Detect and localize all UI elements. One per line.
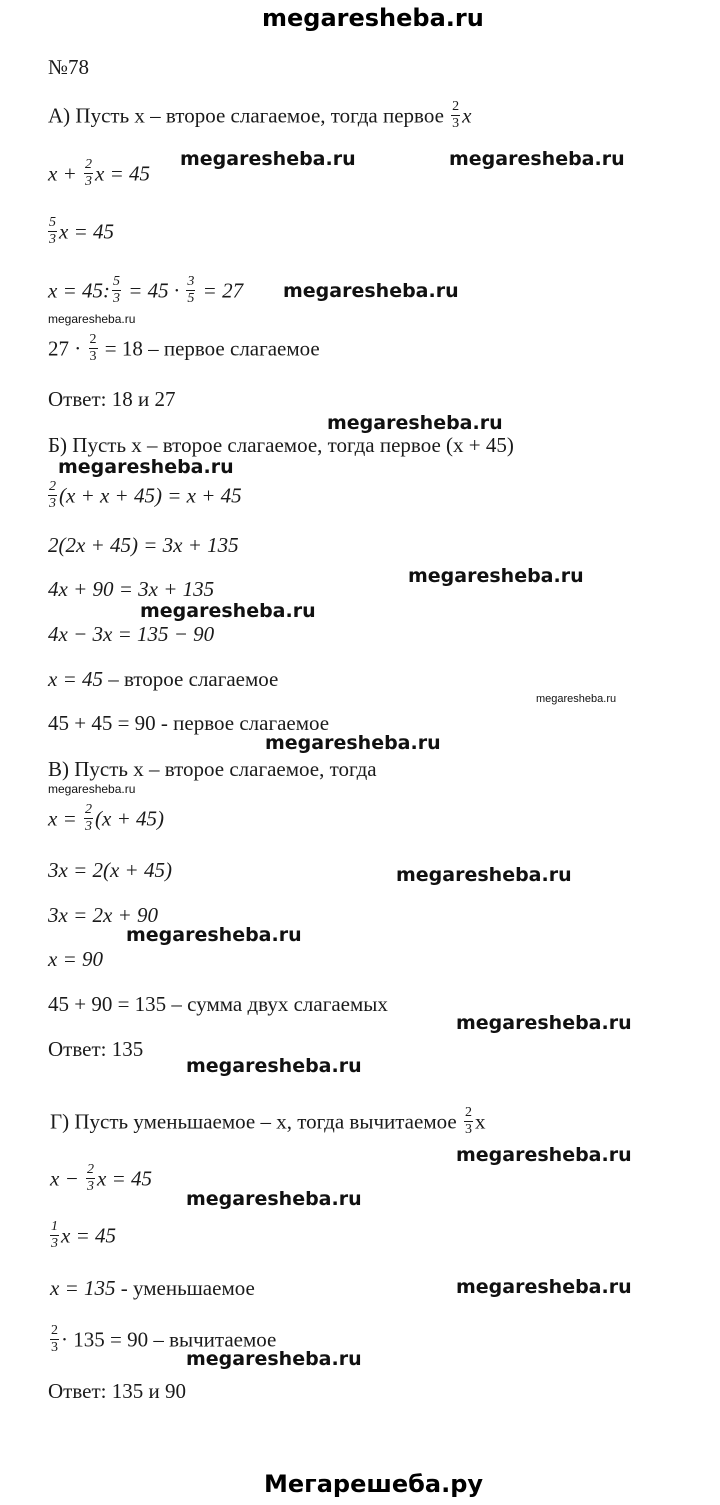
equation-part: х <box>474 1109 486 1134</box>
watermark-small: megaresheba.ru <box>536 693 617 705</box>
watermark: megaresheba.ru <box>283 280 459 302</box>
equation-part: = 45 · <box>123 278 185 303</box>
problem-number: №78 <box>48 55 90 79</box>
part-b-line-5: 4x − 3x = 135 − 90 <box>48 622 215 646</box>
numerator: 2 <box>85 157 92 172</box>
part-d-line-1 <box>50 1105 486 1139</box>
watermark: megaresheba.ru <box>456 1012 632 1034</box>
equation-part: x − <box>50 1166 84 1191</box>
fraction-1-3 <box>50 1220 59 1251</box>
part-a-answer: Ответ: 18 и 27 <box>48 387 176 411</box>
equation-part: x = 45 <box>95 161 150 186</box>
denominator: 3 <box>113 291 120 306</box>
part-b-line-3: 2(2x + 45) = 3x + 135 <box>48 533 239 557</box>
equation-part: Г) Пусть уменьшаемое – х, тогда вычитаемое <box>50 1109 457 1134</box>
part-c-line-5: x = 90 <box>48 947 103 971</box>
denominator: 3 <box>49 232 56 247</box>
part-a-line-2 <box>48 157 150 191</box>
part-a-line-4 <box>48 274 244 308</box>
numerator: 2 <box>49 479 56 494</box>
equation-part: x = 135 <box>50 1276 116 1300</box>
watermark: megaresheba.ru <box>396 864 572 886</box>
numerator: 5 <box>49 215 56 230</box>
denominator: 3 <box>85 174 92 189</box>
part-c-line-4: 3x = 2x + 90 <box>48 903 158 927</box>
part-c-line-6: 45 + 90 = 135 – сумма двух слагаемых <box>48 992 388 1016</box>
denominator: 3 <box>49 496 56 511</box>
equation-part: x = 45: <box>48 278 110 303</box>
part-b-line-1: Б) Пусть х – второе слагаемое, тогда первое (x + 45) <box>48 433 514 457</box>
equation-part: · 135 = 90 – вычитаемое <box>61 1327 277 1352</box>
denominator: 3 <box>51 1236 58 1251</box>
watermark: megaresheba.ru <box>140 600 316 622</box>
part-c-line-1: В) Пусть х – второе слагаемое, тогда <box>48 757 377 781</box>
denominator: 5 <box>187 291 195 306</box>
watermark-small: megaresheba.ru <box>48 782 136 796</box>
numerator: 5 <box>113 274 120 289</box>
numerator: 2 <box>464 1105 472 1120</box>
equation-part: x = 45 <box>59 219 114 244</box>
part-a-line-1 <box>48 99 472 133</box>
equation-part: - уменьшаемое <box>115 1276 255 1300</box>
watermark: megaresheba.ru <box>265 732 441 754</box>
denominator: 3 <box>51 1340 58 1355</box>
part-d-line-4 <box>50 1275 255 1301</box>
fraction-2-3 <box>84 803 93 834</box>
part-a-intro-text: А) Пусть х – второе слагаемое, тогда первое <box>48 103 444 128</box>
equation-part: x = 45 <box>48 667 103 691</box>
watermark: megaresheba.ru <box>58 456 234 478</box>
fraction-2-3 <box>86 1163 95 1194</box>
fraction-3-5 <box>186 275 195 306</box>
watermark: megaresheba.ru <box>408 565 584 587</box>
numerator: 3 <box>187 274 195 289</box>
watermark-small: megaresheba.ru <box>48 312 136 326</box>
equation-part: = 18 – первое слагаемое <box>99 336 320 361</box>
denominator: 3 <box>87 1179 94 1194</box>
numerator: 2 <box>87 1162 94 1177</box>
numerator: 1 <box>51 1219 58 1234</box>
numerator: 2 <box>89 332 97 347</box>
fraction-2-3 <box>89 333 98 364</box>
numerator: 2 <box>85 802 92 817</box>
part-d-line-3 <box>48 1219 116 1253</box>
watermark: megaresheba.ru <box>327 412 503 434</box>
equation-part: x + <box>48 161 82 186</box>
equation-part: x = 45 <box>97 1166 152 1191</box>
numerator: 2 <box>452 99 460 114</box>
watermark: megaresheba.ru <box>456 1276 632 1298</box>
part-b-line-7: 45 + 45 = 90 - первое слагаемое <box>48 711 330 735</box>
part-d-answer: Ответ: 135 и 90 <box>48 1379 186 1403</box>
footer-site-title: Мегарешеба.ру <box>264 1470 484 1498</box>
equation-part: x = <box>48 806 82 831</box>
watermark: megaresheba.ru <box>186 1188 362 1210</box>
watermark: megaresheba.ru <box>186 1055 362 1077</box>
part-c-line-3: 3x = 2(x + 45) <box>48 858 172 882</box>
denominator: 3 <box>452 116 460 131</box>
equation-part: – второе слагаемое <box>103 667 279 691</box>
equation-part: 27 · <box>48 336 87 361</box>
equation-part: = 27 <box>197 278 244 303</box>
part-b-line-4: 4x + 90 = 3x + 135 <box>48 577 215 601</box>
denominator: 3 <box>89 349 97 364</box>
part-a-line-3 <box>46 215 114 249</box>
watermark: megaresheba.ru <box>186 1348 362 1370</box>
denominator: 3 <box>85 819 92 834</box>
fraction-2-3 <box>464 1106 473 1137</box>
numerator: 2 <box>51 1323 58 1338</box>
variable-x: x <box>462 103 472 128</box>
header-site-title: megaresheba.ru <box>262 4 484 32</box>
watermark: megaresheba.ru <box>126 924 302 946</box>
denominator: 3 <box>464 1122 472 1137</box>
watermark: megaresheba.ru <box>456 1144 632 1166</box>
fraction-2-3 <box>84 158 93 189</box>
fraction-5-3 <box>112 275 121 306</box>
equation-part: (x + x + 45) = x + 45 <box>59 483 242 508</box>
fraction-2-3 <box>451 100 460 131</box>
equation-part: (x + 45) <box>95 806 164 831</box>
watermark: megaresheba.ru <box>180 148 356 170</box>
fraction-5-3 <box>48 216 57 247</box>
part-b-line-6 <box>48 666 278 692</box>
part-d-line-2 <box>50 1162 152 1196</box>
part-b-line-2 <box>46 479 242 513</box>
equation-part: x = 45 <box>61 1223 116 1248</box>
part-c-answer: Ответ: 135 <box>48 1037 144 1061</box>
part-c-line-2 <box>48 802 164 836</box>
watermark: megaresheba.ru <box>449 148 625 170</box>
fraction-2-3 <box>50 1324 59 1355</box>
fraction-2-3 <box>48 480 57 511</box>
part-a-line-5 <box>48 332 320 366</box>
